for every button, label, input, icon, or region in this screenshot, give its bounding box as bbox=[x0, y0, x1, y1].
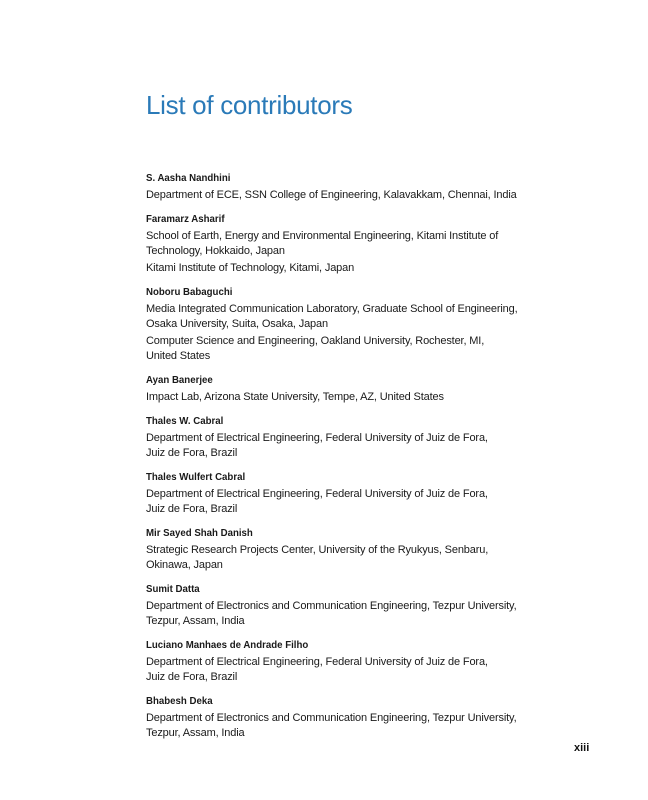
contributor-name: Noboru Babaguchi bbox=[146, 286, 233, 298]
affiliation-line: School of Earth, Energy and Environmental Engineering, Kitami Institute of bbox=[146, 230, 499, 242]
contributor-entry bbox=[146, 694, 556, 741]
affiliation-line: Okinawa, Japan bbox=[146, 559, 223, 571]
contributor-name: Luciano Manhaes de Andrade Filho bbox=[146, 639, 309, 651]
contributor-affiliation bbox=[146, 599, 556, 629]
contributor-name: Ayan Banerjee bbox=[146, 374, 213, 386]
page-number: xiii bbox=[574, 742, 590, 754]
affiliation-line: Tezpur, Assam, India bbox=[146, 727, 245, 739]
affiliation-line: Department of Electrical Engineering, Federal University of Juiz de Fora, bbox=[146, 432, 488, 444]
affiliation-line: Juiz de Fora, Brazil bbox=[146, 671, 238, 683]
contributor-name: S. Aasha Nandhini bbox=[146, 172, 231, 184]
contributor-affiliation bbox=[146, 543, 556, 573]
affiliation-line: Juiz de Fora, Brazil bbox=[146, 447, 238, 459]
affiliation-line: Technology, Hokkaido, Japan bbox=[146, 245, 285, 257]
contributor-affiliation bbox=[146, 711, 556, 741]
affiliation-line: Department of Electronics and Communication Engineering, Tezpur University, bbox=[146, 600, 517, 612]
contributor-entry bbox=[146, 470, 556, 517]
contributor-name: Mir Sayed Shah Danish bbox=[146, 527, 253, 539]
contributor-name: Thales Wulfert Cabral bbox=[146, 471, 246, 483]
contributor-entry bbox=[146, 212, 556, 276]
contributor-entry bbox=[146, 638, 556, 685]
contributor-affiliation bbox=[146, 655, 556, 685]
contributor-affiliation bbox=[146, 390, 556, 405]
contributor-entry bbox=[146, 526, 556, 573]
affiliation-line: Computer Science and Engineering, Oakland University, Rochester, MI, bbox=[146, 335, 485, 347]
affiliation-line: Department of Electrical Engineering, Federal University of Juiz de Fora, bbox=[146, 488, 488, 500]
page-title: List of contributors bbox=[146, 90, 353, 120]
contributor-name: Thales W. Cabral bbox=[146, 415, 224, 427]
affiliation-line: Kitami Institute of Technology, Kitami, Japan bbox=[146, 262, 355, 274]
affiliation-line: Department of Electrical Engineering, Federal University of Juiz de Fora, bbox=[146, 656, 488, 668]
contributor-affiliation bbox=[146, 188, 556, 203]
contributor-entry bbox=[146, 414, 556, 461]
contributor-entry bbox=[146, 171, 556, 203]
affiliation-line: United States bbox=[146, 350, 211, 362]
contributor-affiliation bbox=[146, 229, 556, 259]
contributor-affiliation bbox=[146, 431, 556, 461]
affiliation-line: Osaka University, Suita, Osaka, Japan bbox=[146, 318, 328, 330]
affiliation-line: Juiz de Fora, Brazil bbox=[146, 503, 238, 515]
contributor-affiliation bbox=[146, 334, 556, 364]
contributor-affiliation bbox=[146, 487, 556, 517]
affiliation-line: Impact Lab, Arizona State University, Tempe, AZ, United States bbox=[146, 391, 444, 403]
contributor-entry bbox=[146, 582, 556, 629]
contributor-name: Faramarz Asharif bbox=[146, 213, 225, 225]
affiliation-line: Strategic Research Projects Center, University of the Ryukyus, Senbaru, bbox=[146, 544, 489, 556]
contributor-list bbox=[146, 171, 556, 750]
affiliation-line: Media Integrated Communication Laboratory, Graduate School of Engineering, bbox=[146, 303, 518, 315]
contributor-affiliation bbox=[146, 302, 556, 332]
contributor-entry bbox=[146, 373, 556, 405]
contributor-name: Sumit Datta bbox=[146, 583, 200, 595]
contributor-name: Bhabesh Deka bbox=[146, 695, 213, 707]
contributor-entry bbox=[146, 285, 556, 364]
affiliation-line: Department of Electronics and Communication Engineering, Tezpur University, bbox=[146, 712, 517, 724]
contributor-affiliation bbox=[146, 261, 556, 276]
affiliation-line: Tezpur, Assam, India bbox=[146, 615, 245, 627]
affiliation-line: Department of ECE, SSN College of Engineering, Kalavakkam, Chennai, India bbox=[146, 189, 517, 201]
